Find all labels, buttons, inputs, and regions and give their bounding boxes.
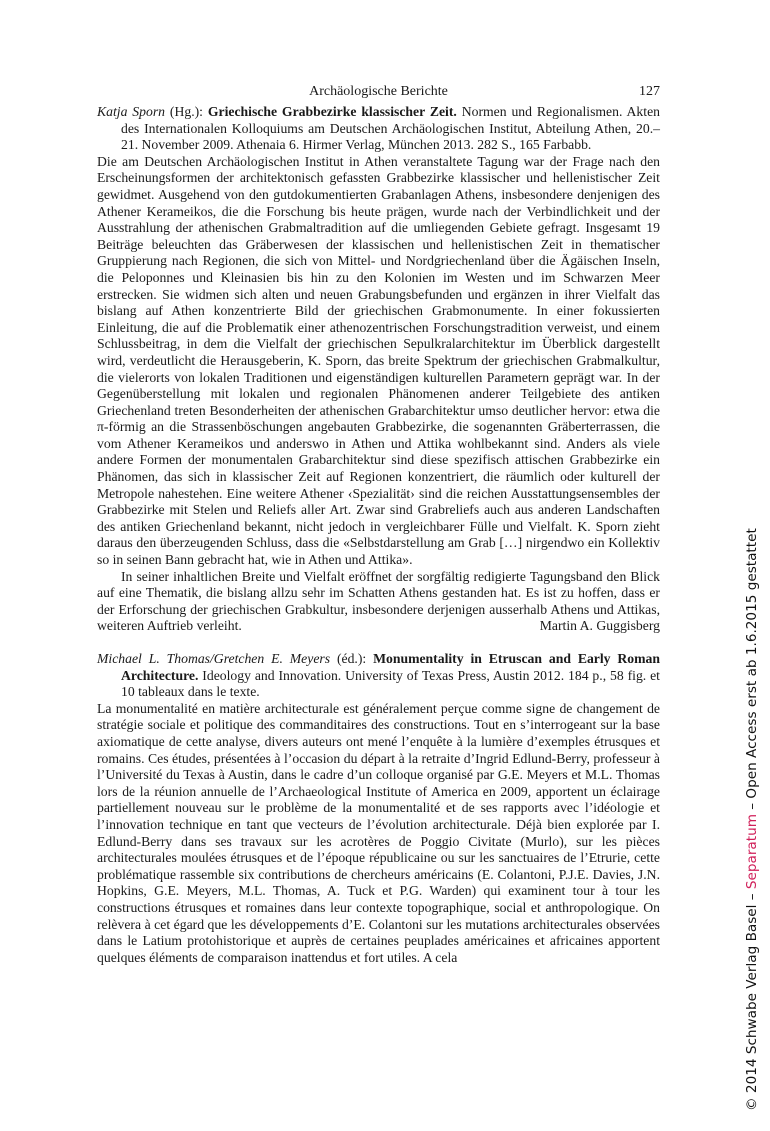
review-thomas-meyers [97,651,660,966]
running-title: Archäologische Berichte [309,84,448,99]
page-number: 127 [639,84,660,99]
separatum-label: Separatum [744,814,760,890]
review-paragraph: Die am Deutschen Archäologischen Institut in Athen veranstaltete Tagung war der Frage nach den Erscheinungsformen der architektonisch gefassten Grabbezirke klassischer und hellenistischer Zeit gewidmet. Ausgehend von den gutdokumentierten Grabanlagen Athens, insbesondere denjenigen des Athener Kerameikos, die die Forschung bis heute prägen, wurde nach der Verbindlichkeit und der Ausstrahlung der athenischen Grabmaltradition auf die umliegenden Gebiete gefragt. Insgesamt 19 Beiträge beleuchten das Gräberwesen der klassischen und hellenistischen Zeit in thematischer Gruppierung nach Regionen, die sich von Mittel- und Nordgriechenland über die Ägäischen Inseln, die Peloponnes und Kleinasien bis hin zu den Kolonien im Westen und im Schwarzen Meer erstrecken. Sie widmen sich alten und neuen Grabungsbefunden und ergänzen in ihrer Vielfalt das bislang auf Athen konzentrierte Bild der griechischen Grabmonumente. In einer fokussierten Einleitung, die auf die Problematik einer athenozentrischen Forschungstradition verweist, und einem Schlussbeitrag, in dem die Vielfalt der griechischen Sepulkralarchitektur im Überblick dargestellt wird, verdeutlicht die Herausgeberin, K. Sporn, das breite Spektrum der griechischen Grabmalkultur, die vielerorts von lokalen Traditionen und eigenständigen kulturellen Parametern geprägt war. In der Gegenüberstellung mit lokalen und regionalen Phänomenen anderer Teilgebiete des antiken Griechenland treten Besonderheiten der athenischen Grabarchitektur umso deutlicher hervor: etwa die π-förmig an die Strassenböschungen angebauten Grabbezirke, die sogenannten Gräberterrassen, die vom Athener Kerameikos und anderswo in Athen und Attika wohlbekannt sind. Anders als viele andere Formen der monumentalen Grabarchitektur sind diese spezifisch attischen Grabbezirke ein Phänomen, das sich in klassischer Zeit auf Regionen konzentriert, die räumlich oder kulturell der Metropole nahestehen. Eine weitere Athener ‹Spezialität› sind die reichen Ausstattungsensembles der Grabbezirke mit Stelen und Reliefs aller Art. Zwar sind Grabreliefs auch aus anderen Landschaften des antiken Griechenland bekannt, nicht jedoch in vergleichbarer Fülle und Vielfalt. K. Sporn zieht daraus den überzeugenden Schluss, dass die «Selbstdarstellung am Grab […] nirgendwo ein Kollektiv so in seinen Bann gebracht hat, wie in Athen und Attika». [97,153,660,568]
open-access-text: – Open Access erst ab 1.6.2015 gestattet [744,528,760,815]
running-header [97,84,660,101]
reviewer-name: Martin A. Guggisberg [539,618,660,634]
page-content [97,84,660,966]
review-book-title: Monumentality in Etruscan and Early Roman Architecture. [121,651,660,683]
copyright-text: © 2014 Schwabe Verlag Basel – [744,889,760,1111]
review-author: Katja Sporn [97,104,166,119]
review-sporn [97,104,660,635]
review-citation [97,651,660,701]
review-bibliographic-details: Normen und Regionalismen. Akten des Internationalen Kolloquiums am Deutschen Archäologischen Institut, Abteilung Athen, 20.–21. November 2009. Athenaia 6. Hirmer Verlag, München 2013. 282 S., 165 Farbabb. [121,104,660,153]
copyright-notice [744,511,760,1111]
review-citation [97,104,660,154]
review-author: Michael L. Thomas/Gretchen E. Meyers [97,651,331,666]
review-bibliographic-details: Ideology and Innovation. University of Texas Press, Austin 2012. 184 p., 58 fig. et 10 tableaux dans le texte. [121,667,660,700]
section-spacer [97,635,660,651]
review-book-title: Griechische Grabbezirke klassischer Zeit. [207,104,457,119]
review-paragraph: La monumentalité en matière architecturale est généralement perçue comme signe de changement de stratégie sociale et politique des commanditaires des constructions. Tout en s’interrogeant sur la base axiomatique de cette analyse, divers auteurs ont mené l’enquête à la lumière d’exemples étrusques et romains. Ces études, présentées à l’occasion du départ à la retraite d’Ingrid Edlund-Berry, professeur à l’Université du Texas à Austin, dans le cadre d’un colloque organisé par G.E. Meyers et M.L. Thomas lors de la réunion annuelle de l’Archaeological Institute of America en 2009, apportent un éclairage partiellement nouveau sur le problème de la monumentalité et de ses rapports avec l’idéologie et l’innovation technique en tant que vecteurs de l’évolution architecturale. Déjà bien explorée par I. Edlund-Berry dans ses travaux sur les acrotères de Poggio Civitate (Murlo), sur les pièces architecturales moulées étrusques et de l’époque républicaine ou sur les sanctuaires de l’Etrurie, cette problématique rassemble six contributions de chercheurs américains (E. Colantoni, P.J.E. Davies, J.N. Hopkins, G.E. Meyers, M.L. Thomas, A. Tuck et P.G. Warden) qui examinent tour à tour les constructions étrusques et romaines dans leur contexte topographique, social et anthropologique. On relèvera à cet égard que les développements d’E. Colantoni sur les mutations architecturales observées dans le Latium protohistorique et auprès de certaines peuplades américaines et africaines apportent quelques éléments de comparaison inattendus et fort utiles. A cela [97,700,660,965]
review-paragraph: In seiner inhaltlichen Breite und Vielfalt eröffnet der sorgfältig redigierte Tagungsband den Blick auf eine Thematik, die bislang allzu sehr im Schatten Athens gestanden hat. Es ist zu hoffen, dass er der Erforschung der griechischen Grabkultur, insbesondere derjenigen ausserhalb Athens und Attikas, weiteren Auftrieb verleiht. [97,568,660,634]
editor-mark: (éd.): [330,651,374,666]
editor-mark: (Hg.): [165,104,208,119]
